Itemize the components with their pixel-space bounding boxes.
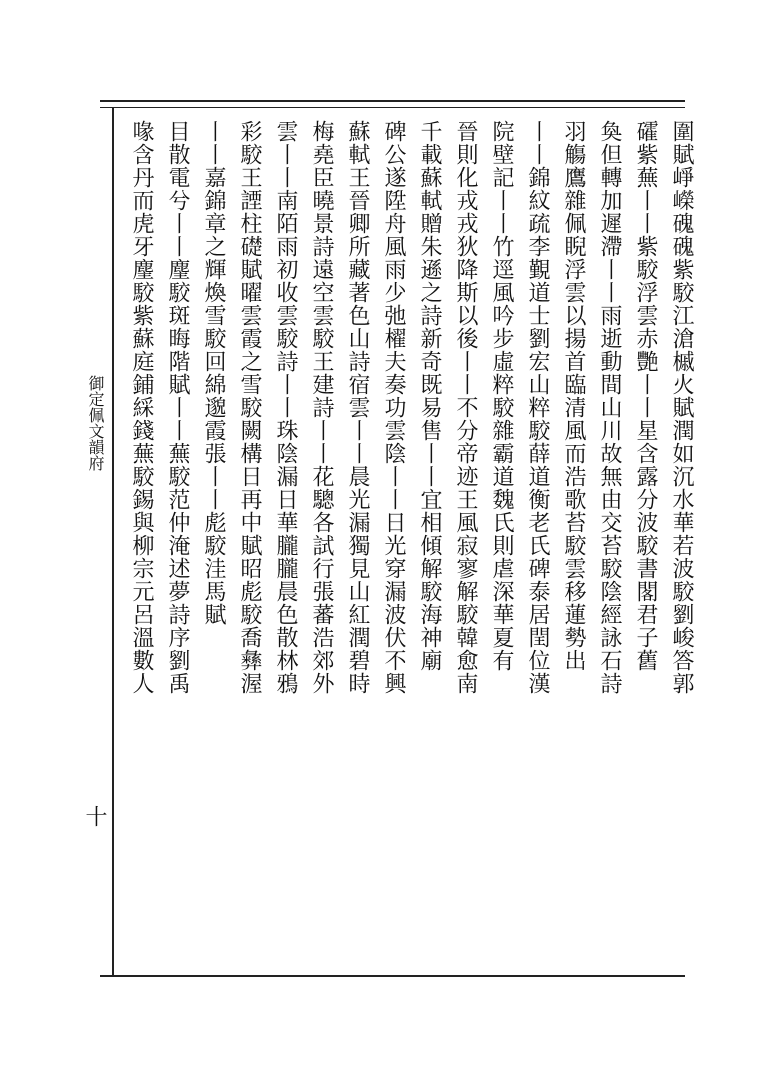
gutter-rule <box>112 108 114 975</box>
text-column: 碑公遂陞舟風雨少弛櫂夫奏功雲陰丨丨日光穿漏波伏不興 <box>381 120 406 695</box>
text-column: 彩駮王諲柱礎賦曜雲霞之雪駮闕構日再中賦昭彪駮喬彝渥 <box>237 120 262 695</box>
top-border-rule-inner <box>100 107 685 108</box>
text-column: 蘇軾王晉卿所藏著色山詩宿雲丨丨晨光漏獨見山紅潤碧時 <box>345 120 370 695</box>
folio-number: 十 <box>82 805 107 827</box>
text-column: 雲丨丨南陌雨初收雲駮詩丨丨珠陰漏日華朧朧晨色散林鴉 <box>273 120 298 695</box>
text-column: 丨丨錦紋疏李覲道士劉宏山粹駮薛道衡老氏碑泰居閏位漢 <box>525 120 550 695</box>
text-column: 礭紫蕪丨丨紫駮浮雲赤艷丨丨星含露分波駮書閣君子舊 <box>633 120 658 672</box>
text-column: 羽觴鷹雜佩睨浮雲以揚首臨清風而浩歌苔駮雲移蓮勢出 <box>561 120 586 672</box>
text-column: 院壁記丨丨竹逕風吟步虛粹駮雜霸道魏氏則虐深華夏有 <box>489 120 514 672</box>
text-column: 丨丨嘉錦章之輝煥雪駮回綿邈霞張丨丨彪駮洼馬賦 <box>201 120 226 626</box>
text-column: 喙含丹而虎牙麈駮紫蘇庭鋪綵錢蕪駮錫與柳宗元呂溫數人 <box>129 120 154 695</box>
top-border-rule <box>100 100 685 102</box>
text-column: 晉則化戎戎狄降斯以後丨丨不分帝迹王風寂寥解駮韓愈南 <box>453 120 478 695</box>
margin-title: 御定佩文韻府 <box>86 375 105 471</box>
text-column: 千載蘇軾贈朱遜之詩新奇既易售丨丨宜相傾解駮海神廟 <box>417 120 442 672</box>
text-column: 目散電兮丨丨麈駮斑晦階賦丨丨蕪駮范仲淹述夢詩序劉禹 <box>165 120 190 695</box>
text-column: 梅堯臣曉景詩遠空雲駮王建詩丨丨花驄各試行張蕃浩郊外 <box>309 120 334 695</box>
text-column: 奐但轉加遲滯丨丨雨逝動間山川故無由交苔駮陰經詠石詩 <box>597 120 622 695</box>
text-column: 圍賦崢嶸磈磈紫駮江滄槭火賦潤如沉水華若波駮劉峻答郭 <box>669 120 694 695</box>
